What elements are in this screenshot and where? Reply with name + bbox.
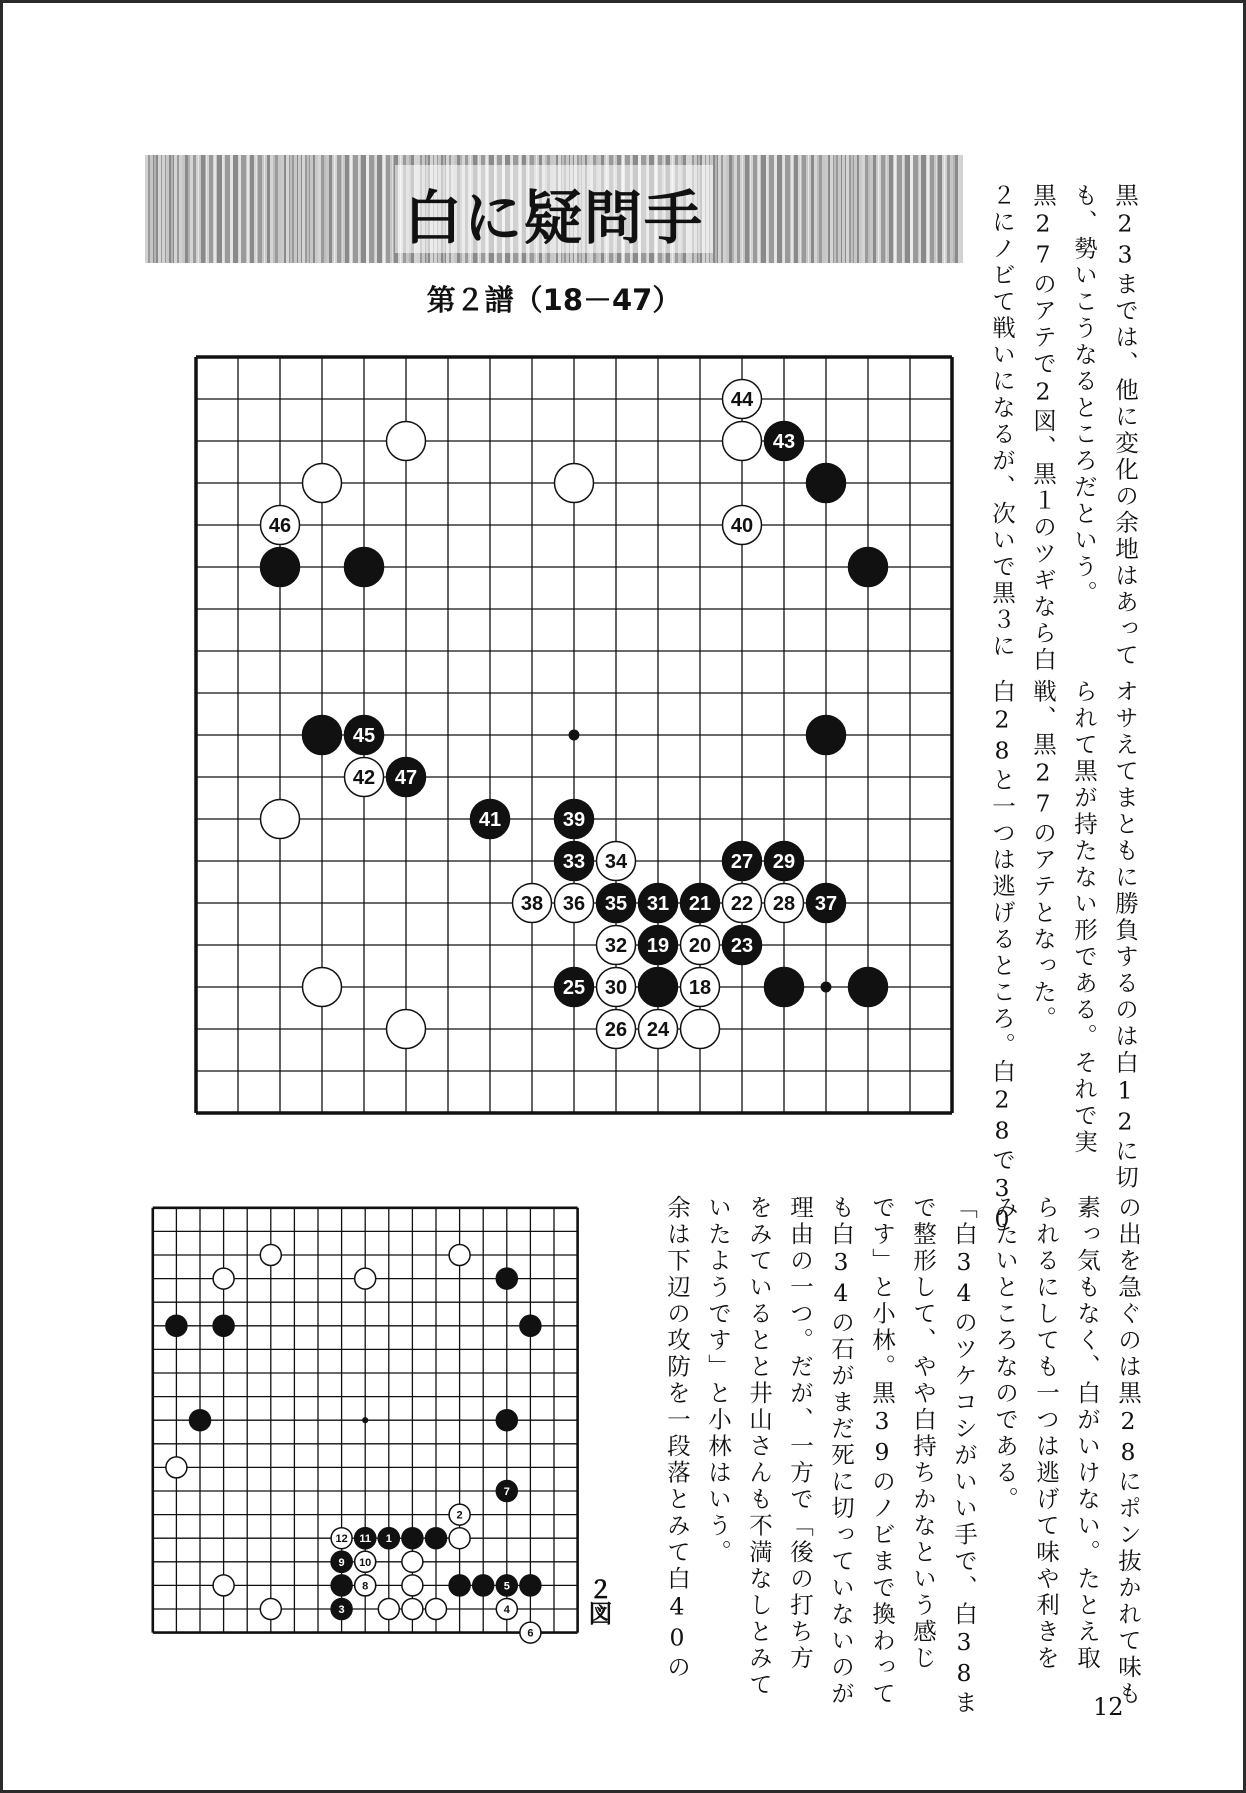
white-stone (303, 968, 342, 1007)
white-stone (261, 800, 300, 839)
move-number: 18 (688, 977, 712, 1000)
move-number: 5 (503, 1580, 510, 1593)
text-line: いたようです」と小林はいう。 (704, 1195, 732, 1566)
black-stone (849, 968, 888, 1007)
black-stone (166, 1315, 187, 1336)
text-line: られるにしても一つは逃げて味や利きを (1032, 1195, 1060, 1672)
move-number: 44 (730, 389, 754, 412)
move-number: 28 (772, 893, 796, 916)
black-stone (520, 1575, 541, 1596)
white-stone (260, 1599, 281, 1620)
white-stone (166, 1457, 187, 1478)
black-stone (807, 464, 846, 503)
chapter-title: 白に疑問手 (403, 184, 704, 252)
move-number: 40 (730, 515, 754, 538)
white-stone (426, 1599, 447, 1620)
move-number: 2 (456, 1509, 463, 1522)
move-number: 37 (814, 893, 838, 916)
move-number: 12 (335, 1533, 348, 1546)
move-number: 45 (352, 725, 376, 748)
move-number: 34 (604, 851, 628, 874)
white-stone (449, 1245, 470, 1266)
black-stone (303, 716, 342, 755)
move-number: 31 (646, 893, 670, 916)
page-number: 12 (1093, 1693, 1124, 1721)
black-stone (426, 1528, 447, 1549)
move-number: 1 (385, 1533, 392, 1546)
move-number: 35 (604, 893, 628, 916)
black-stone (807, 716, 846, 755)
white-stone (681, 1010, 720, 1049)
white-stone (402, 1575, 423, 1596)
figure2-label: ２図 (584, 1577, 612, 1625)
text-line: をみているとと井山さんも不満なしとみて (745, 1195, 773, 1699)
book-page (3, 3, 1243, 1790)
text-line: で整形して、やや白持ちかなという感じ (909, 1195, 937, 1672)
text-line: オサえてまともに勝負するのは白12に切 (1111, 679, 1139, 1192)
black-stone (639, 968, 678, 1007)
black-stone (520, 1315, 541, 1336)
text-line: 黒27のアテで2図、黒１のツギなら白 (1029, 183, 1057, 674)
move-number: 43 (772, 431, 796, 454)
text-line: 余は下辺の攻防を一段落とみて白40の (663, 1195, 691, 1681)
white-stone (260, 1245, 281, 1266)
text-line: 「白34のツケコシがいい手で、白38ま (950, 1195, 978, 1717)
move-number: 23 (730, 935, 754, 958)
white-stone (355, 1268, 376, 1289)
move-number: 9 (338, 1556, 345, 1569)
move-number: 11 (359, 1533, 372, 1546)
game-record-subtitle: 第２譜（18－47） (426, 283, 682, 317)
white-stone (303, 464, 342, 503)
white-stone (213, 1268, 234, 1289)
move-number: 7 (503, 1485, 510, 1498)
text-line: ２にノビて戦いになるが、次いで黒３に (988, 183, 1016, 660)
move-number: 42 (352, 767, 376, 790)
white-stone (402, 1599, 423, 1620)
black-stone (402, 1528, 423, 1549)
black-stone (261, 548, 300, 587)
star-point (362, 1417, 368, 1423)
move-number: 3 (338, 1603, 345, 1616)
text-line: も、勢いこうなるところだという。 (1070, 183, 1098, 607)
text-line: も白34の石がまだ死に切っていないのが (827, 1195, 855, 1708)
move-number: 10 (359, 1556, 372, 1569)
move-number: 32 (604, 935, 628, 958)
black-stone (331, 1575, 352, 1596)
move-number: 29 (772, 851, 796, 874)
text-line: の出を急ぐのは黒28にポン抜かれて味も (1114, 1195, 1142, 1708)
white-stone (387, 1010, 426, 1049)
white-stone (378, 1599, 399, 1620)
move-number: 26 (604, 1019, 628, 1042)
move-number: 36 (562, 893, 586, 916)
star-point (569, 730, 580, 741)
text-line: 戦、黒27のアテとなった。 (1029, 679, 1057, 1033)
move-number: 33 (562, 851, 586, 874)
text-line: 黒23までは、他に変化の余地はあって (1111, 183, 1139, 669)
black-stone (496, 1268, 517, 1289)
text-line: みたいところなのである。 (991, 1195, 1019, 1513)
main-go-board (175, 336, 931, 1092)
move-number: 19 (646, 935, 670, 958)
white-stone (449, 1528, 470, 1549)
white-stone (213, 1575, 234, 1596)
text-line: です」と小林。黒39のノビまで換わって (868, 1195, 896, 1708)
move-number: 25 (562, 977, 586, 1000)
move-number: 30 (604, 977, 628, 1000)
black-stone (765, 968, 804, 1007)
star-point (821, 982, 832, 993)
move-number: 6 (527, 1627, 534, 1640)
text-line: 白28と一つは逃げるところ。白28で30 (988, 679, 1016, 1236)
figure2-go-board (141, 1196, 569, 1640)
black-stone (849, 548, 888, 587)
move-number: 8 (362, 1580, 369, 1593)
black-stone (496, 1410, 517, 1431)
black-stone (190, 1410, 211, 1431)
text-line: 素っ気もなく、白がいけない。たとえ取 (1073, 1195, 1101, 1672)
move-number: 20 (688, 935, 712, 958)
move-number: 27 (730, 851, 754, 874)
move-number: 47 (394, 767, 418, 790)
black-stone (473, 1575, 494, 1596)
black-stone (345, 548, 384, 587)
black-stone (449, 1575, 470, 1596)
white-stone (555, 464, 594, 503)
move-number: 46 (268, 515, 292, 538)
move-number: 21 (688, 893, 712, 916)
white-stone (723, 422, 762, 461)
move-number: 24 (646, 1019, 670, 1042)
white-stone (402, 1551, 423, 1572)
move-number: 41 (478, 809, 502, 832)
commentary-middle (975, 679, 1145, 1236)
move-number: 4 (503, 1603, 510, 1616)
title-banner (145, 155, 963, 263)
white-stone (387, 422, 426, 461)
move-number: 22 (730, 893, 754, 916)
text-line: 理由の一つ。だが、一方で「後の打ち方 (786, 1195, 814, 1672)
black-stone (213, 1315, 234, 1336)
move-number: 38 (520, 893, 544, 916)
text-line: られて黒が持たない形である。それで実 (1070, 679, 1098, 1156)
move-number: 39 (562, 809, 586, 832)
